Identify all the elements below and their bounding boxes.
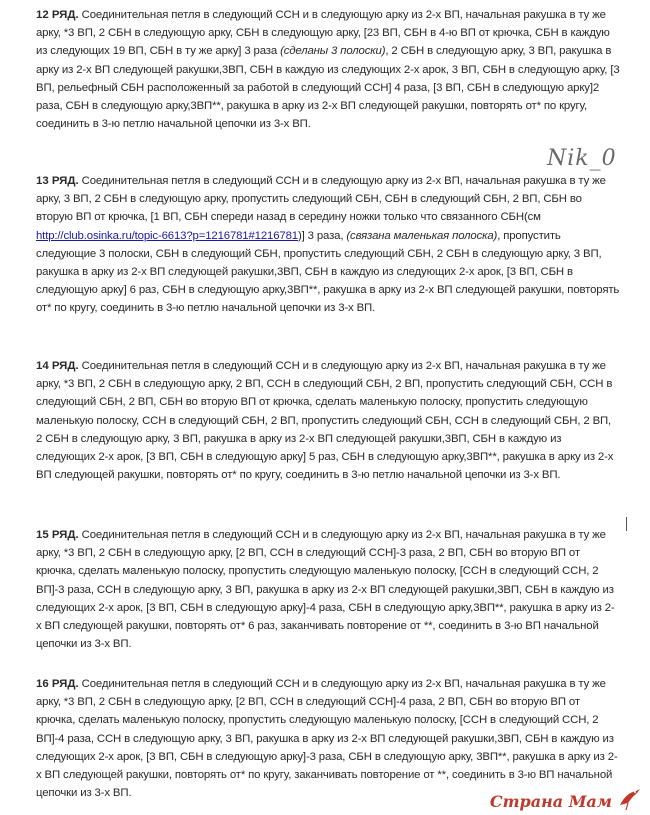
row-text: , 2 СБН в следующую арку, 3 ВП, ракушка в арку из 2-х ВП следующей ракушки,3ВП, СБН в каждую из следующих 2-х арок, 3 ВП, СБН в следующую арку, [3 ВП, рельефный СБН расположенный за работой в следующий ССН] 4 раза, [3 ВП, СБН в следующую арку]2 раза, СБН в следующую арку,3ВП**, ракушка в арку из 2-х ВП следующей ракушки, повторять от* по кругу, соединить в 3-ю петлю начальной цепочки из 3-х ВП.: [36, 45, 620, 131]
row-note-italic: (сделаны 3 полоски): [280, 45, 386, 58]
row-text: Соединительная петля в следующий ССН и в следующую арку из 2-х ВП, начальная ракушка в ту же арку, *3 ВП, 2 СБН в следующую арку, 2 ВП, ССН в следующий СБН, 2 ВП, пропустить следующий СБН, ССН в следующий СБН, 2 ВП, СБН во вторую ВП от крючка, сделать маленькую полоску, пропустить следующую маленькую полоску, ССН в следующий СБН, 2 ВП, пропустить следующий СБН, ССН в следующий СБН, 2 ВП, 2 СБН в следующую арку, 3 ВП, ракушка в арку из 2-х ВП следующей ракушки,3ВП, СБН в каждую из следующих 2-х арок, [3 ВП, СБН в следующую арку] 5 раз, СБН в следующую арку,3ВП**, ракушка в арку из 2-х ВП следующей ракушки, повторять от* по кругу, соединить в 3-ю петлю начальной цепочки из 3-х ВП.: [36, 360, 614, 482]
row-12-paragraph: [36, 6, 620, 133]
row-text: , пропустить следующие 3 полоски, СБН в следующий СБН, пропустить следующий СБН, 2 СБН в следующую арку, 3 ВП, ракушка в арку из 2-х ВП следующей ракушки,3ВП, СБН в каждую из следующих 2-х арок, [3 ВП, СБН в следующую арку] 6 раз, СБН в следующую арку,3ВП**, ракушка в арку из 2-х ВП следующей ракушки, повторять от* по кругу, соединить в 3-ю петлю начальной цепочки из 3-х ВП.: [36, 229, 620, 315]
row-label: 16 РЯД.: [36, 678, 79, 690]
row-13-paragraph: [36, 172, 620, 318]
author-signature: Nik_0: [547, 146, 617, 171]
row-16-paragraph: [36, 675, 620, 802]
watermark-text: Страна Мам: [489, 792, 612, 811]
site-watermark: [490, 785, 642, 811]
row-label: 15 РЯД.: [36, 529, 79, 541]
row-label: 14 РЯД.: [36, 360, 79, 372]
reference-link[interactable]: http://club.osinka.ru/topic-6613?p=1216781#1216781: [36, 229, 298, 242]
row-15-paragraph: [36, 526, 620, 653]
row-label: 12 РЯД.: [36, 9, 79, 21]
row-text: )] 3 раза,: [297, 229, 347, 242]
row-text: Соединительная петля в следующий ССН и в следующую арку из 2-х ВП, начальная ракушка в ту же арку, 3 ВП, 2 СБН в следующую арку, пропустить следующий СБН, СБН в следующий СБН, 2 ВП, СБН во вторую ВП от крючка, [1 ВП, СБН спереди назад в середину ножки только что связанного СБН(см: [36, 175, 606, 224]
margin-mark: [626, 517, 627, 531]
row-note-italic: (связана маленькая полоска): [346, 229, 498, 242]
row-text: Соединительная петля в следующий ССН и в следующую арку из 2-х ВП, начальная ракушка в ту же арку, *3 ВП, 2 СБН в следующую арку, СБН в следующую арку, [23 ВП, СБН в 4-ю ВП от крючка, СБН в каждую из следующих 19 ВП, СБН в ту же арку] 3 раза: [36, 9, 610, 58]
row-label: 13 РЯД.: [36, 175, 79, 187]
row-text: Соединительная петля в следующий ССН и в следующую арку из 2-х ВП, начальная ракушка в ту же арку, *3 ВП, 2 СБН в следующую арку, [2 ВП, ССН в следующий ССН]-4 раза, 2 ВП, СБН во вторую ВП от крючка, сделать маленькую полоску, пропустить следующую маленькую полоску, [ССН в следующий ССН, 2 ВП]-4 раза, ССН в следующую арку, 3 ВП, ракушка в арку из 2-х ВП следующей ракушки,3ВП, СБН в каждую из следующих 2-х арок, [3 ВП, СБН в следующую арку]-3 раза, СБН в следующую арку, 3ВП**, ракушка в арку из 2-х ВП следующей ракушки, повторять от* по кругу, заканчивать повторение от **, соединить в 3-ю ВП начальной цепочки из 3-х ВП.: [36, 678, 618, 800]
stork-icon: [616, 785, 642, 811]
row-14-paragraph: [36, 357, 620, 484]
row-text: Соединительная петля в следующий ССН и в следующую арку из 2-х ВП, начальная ракушка в ту же арку, *3 ВП, 2 СБН в следующую арку, [2 ВП, ССН в следующий ССН]-3 раза, 2 ВП, СБН во вторую ВП от крючка, сделать маленькую полоску, пропустить следующую маленькую полоску, [ССН в следующий ССН, 2 ВП]-3 раза, ССН в следующую арку, 3 ВП, ракушка в арку из 2-х ВП следующей ракушки,3ВП, СБН в каждую из следующих 2-х арок, [3 ВП, СБН в следующую арку]-4 раза, СБН в следующую арку,3ВП**, ракушка в арку из 2-х ВП следующей ракушки, повторять от* 6 раз, заканчивать повторение от **, соединить в 3-ю ВП начальной цепочки из 3-х ВП.: [36, 529, 615, 651]
